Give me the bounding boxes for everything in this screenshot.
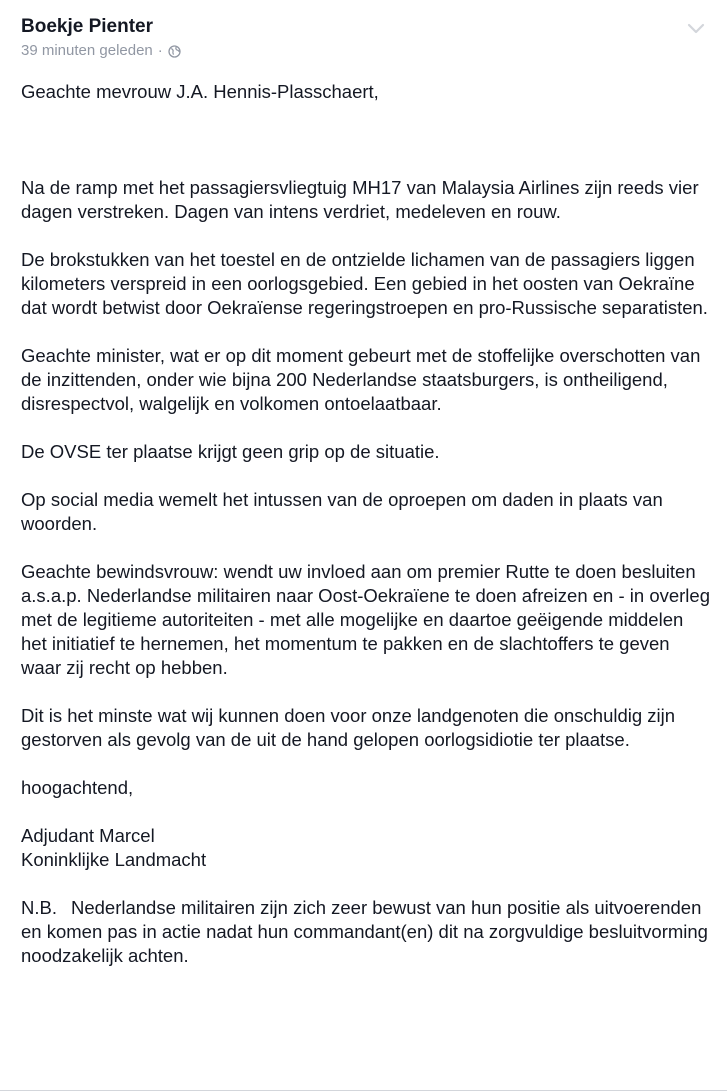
letter-paragraph: Na de ramp met het passagiersvliegtuig MH17 van Malaysia Airlines zijn reeds vier dagen verstreken. Dagen van intens verdriet, medeleven en rouw. [21,177,699,222]
meta-separator: · [157,42,163,59]
chevron-down-icon[interactable] [687,22,705,36]
post-meta [21,41,667,60]
letter-paragraph: Geachte bewindsvrouw: wendt uw invloed aan om premier Rutte te doen besluiten a.s.a.p. Nederlandse militairen naar Oost-Oekraïene te doen afreizen en - in overleg met de legitieme autoriteiten - met alle mogelijke en daartoe geëigende middelen het initiatief te hernemen, het momentum te pakken en de slachtoffers te geven waar zij recht op hebben. [21,561,710,678]
post-timestamp[interactable]: 39 minuten geleden [21,42,153,59]
nota-bene-text: Nederlandse militairen zijn zich zeer bewust van hun positie als uitvoerenden en komen pas in actie nadat hun commandant(en) dit na zorgvuldige besluitvorming noodzakelijk achten. [21,897,708,966]
letter-closing: hoogachtend, [21,777,134,798]
author-name[interactable]: Boekje Pienter [21,16,153,37]
letter-paragraph: Op social media wemelt het intussen van de oproepen om daden in plaats van woorden. [21,489,663,534]
globe-icon[interactable] [168,44,181,57]
nota-bene-label: N.B. [21,897,57,918]
signature-name: Adjudant Marcel [21,825,155,846]
post-body [21,80,711,968]
letter-salutation: Geachte mevrouw J.A. Hennis-Plasschaert, [21,81,379,102]
letter-paragraph: De brokstukken van het toestel en de ontzielde lichamen van de passagiers liggen kilometers verspreid in een oorlogsgebied. Een gebied in het oosten van Oekraïne dat wordt betwist door Oekraïense regeringstroepen en pro-Russische separatisten. [21,249,708,318]
nota-bene [21,896,711,968]
signature-organization: Koninklijke Landmacht [21,849,207,870]
letter-paragraph: De OVSE ter plaatse krijgt geen grip op de situatie. [21,441,440,462]
letter-paragraph: Geachte minister, wat er op dit moment gebeurt met de stoffelijke overschotten van de inzittenden, onder wie bijna 200 Nederlandse staatsburgers, is ontheiligend, disrespectvol, walgelijk en volkomen ontoelaatbaar. [21,345,701,414]
letter-paragraph: Dit is het minste wat wij kunnen doen voor onze landgenoten die onschuldig zijn gestorven als gevolg van de uit de hand gelopen oorlogsidiotie ter plaatse. [21,705,676,750]
post-header [21,15,667,60]
